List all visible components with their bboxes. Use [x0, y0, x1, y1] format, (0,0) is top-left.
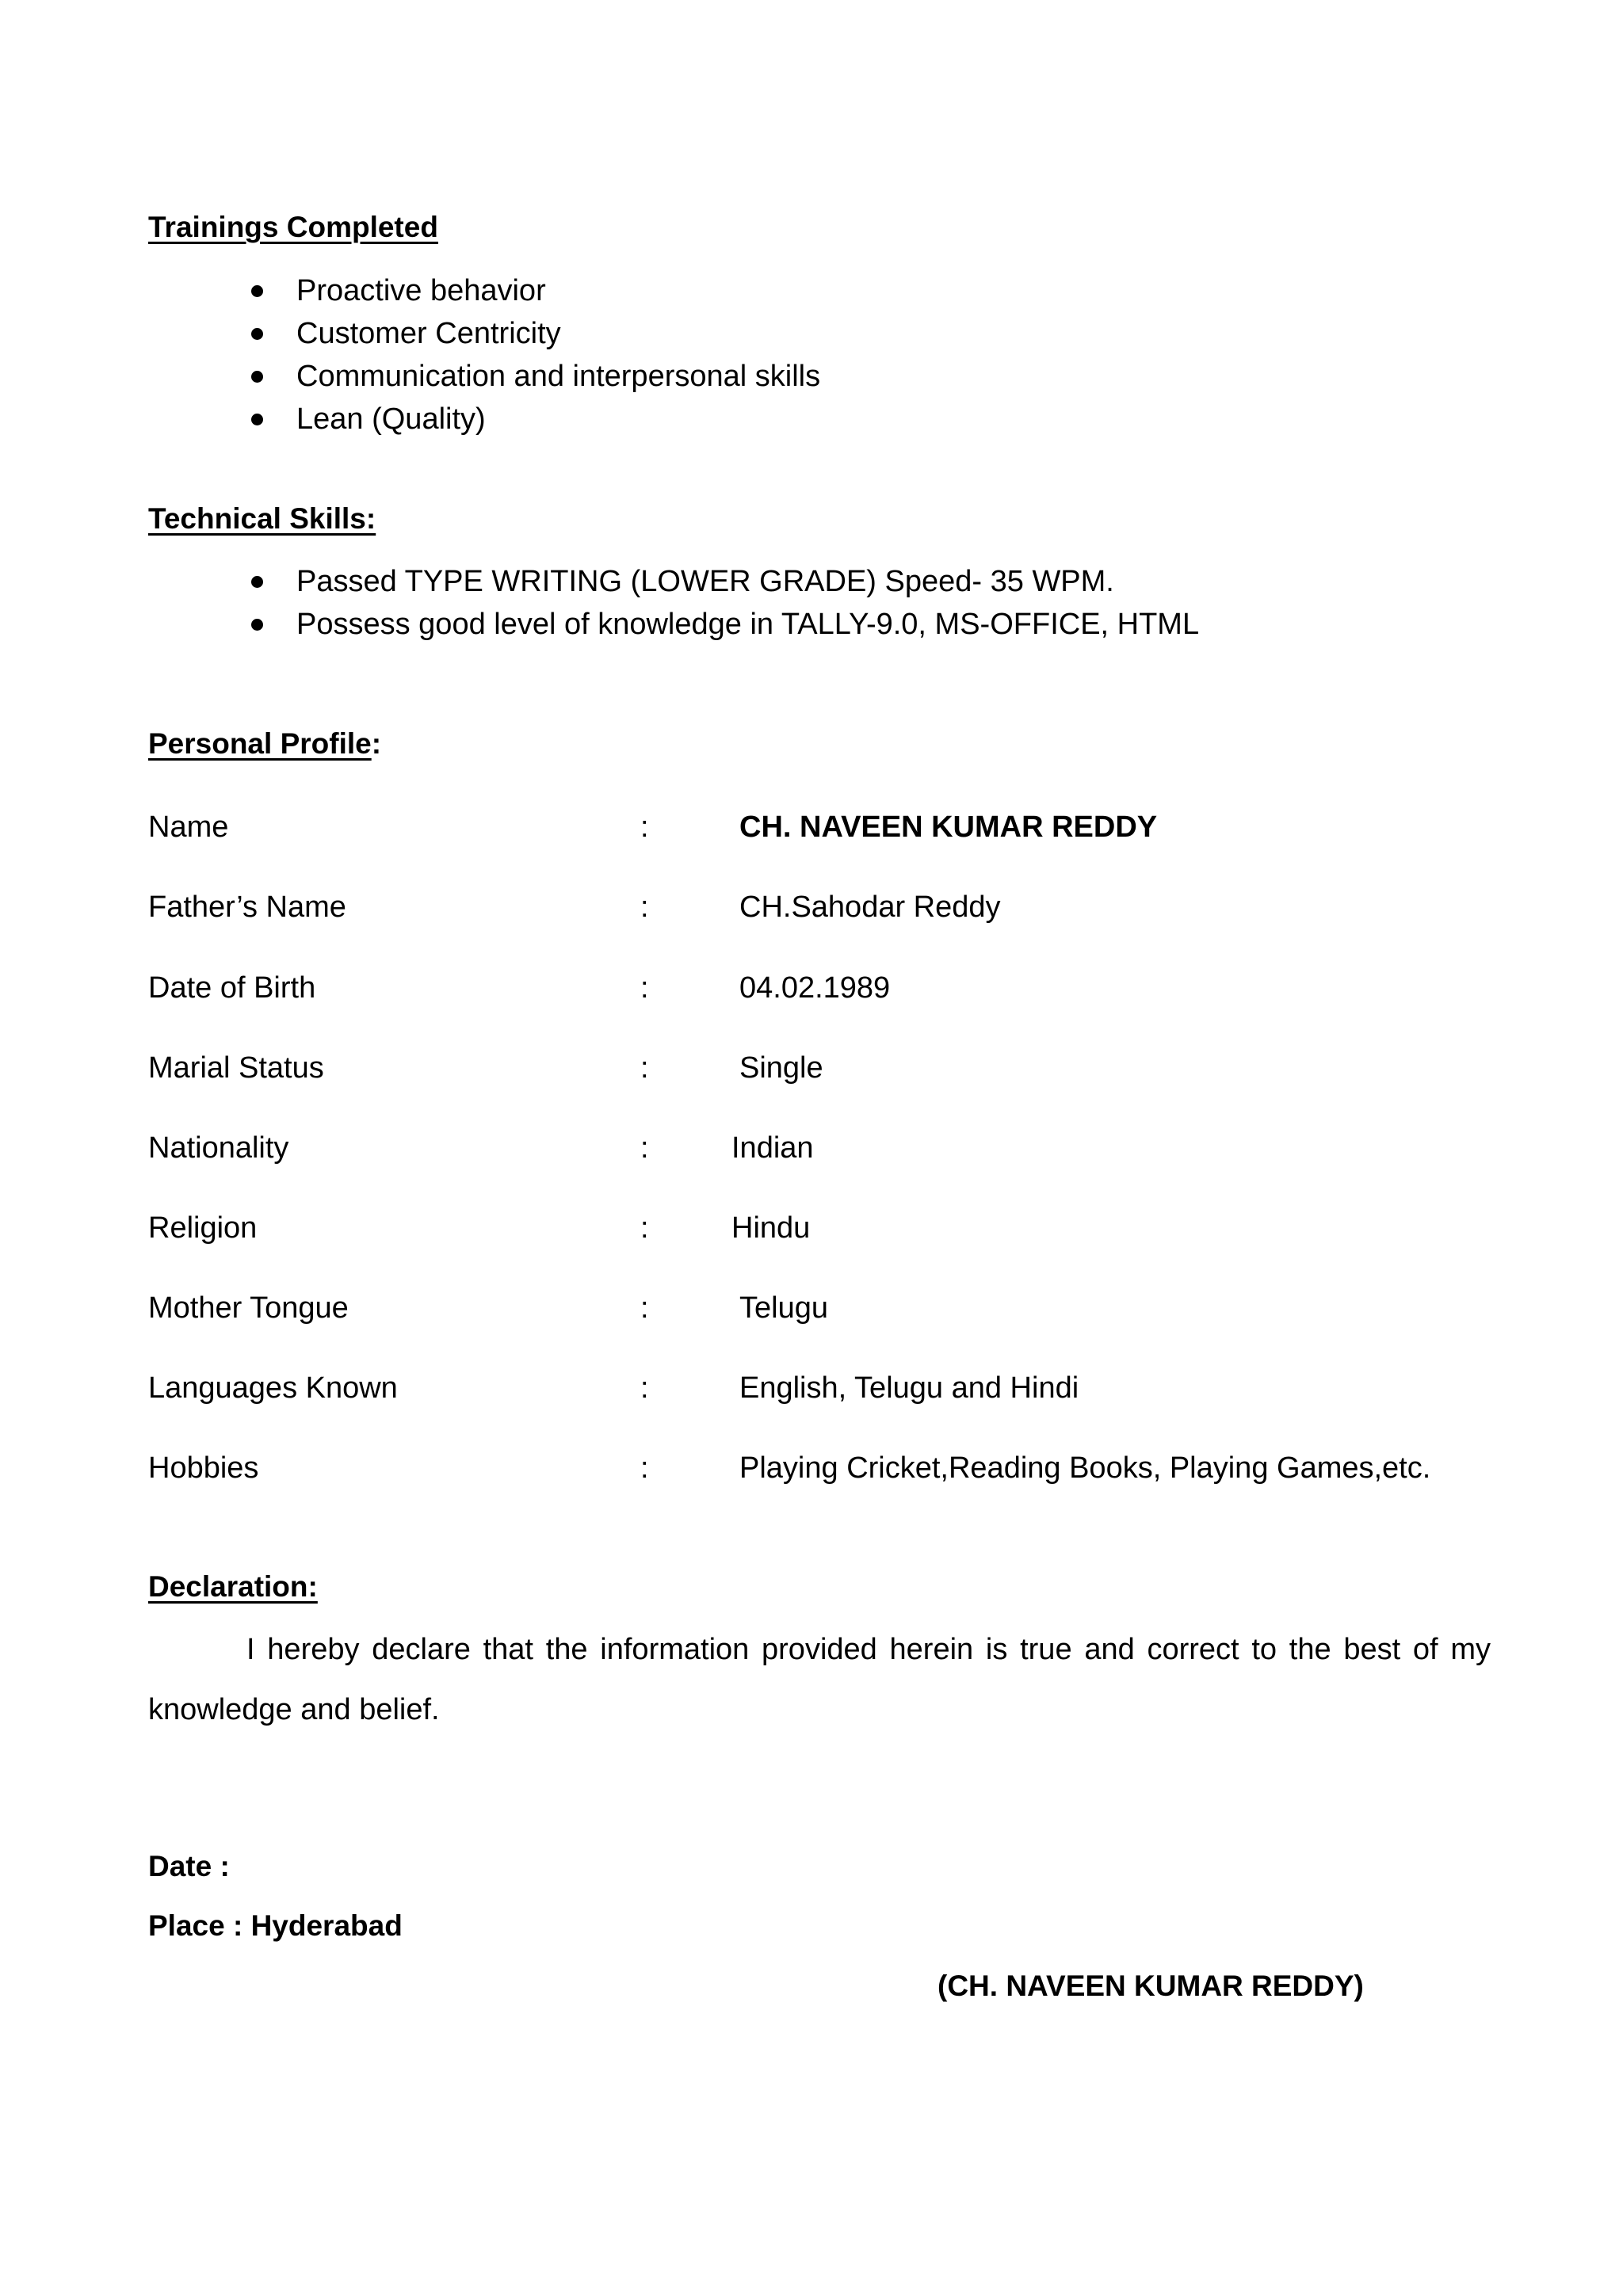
profile-label: Hobbies [148, 1451, 259, 1485]
list-item: Lean (Quality) [0, 398, 820, 441]
declaration-heading: Declaration: [148, 1570, 318, 1603]
profile-value: Telugu [739, 1291, 828, 1325]
profile-row-religion [0, 1204, 1623, 1252]
signature-name: (CH. NAVEEN KUMAR REDDY) [938, 1970, 1364, 2002]
profile-value: Hindu [731, 1211, 811, 1245]
profile-row-nationality [0, 1124, 1623, 1172]
heading-colon: : [371, 727, 382, 760]
bullet-icon [251, 371, 263, 383]
profile-value: CH. NAVEEN KUMAR REDDY [739, 810, 1158, 844]
trainings-list [0, 269, 820, 441]
trainings-heading: Trainings Completed [148, 211, 438, 243]
profile-label: Mother Tongue [148, 1291, 349, 1325]
profile-separator: : [640, 810, 649, 844]
list-item: Proactive behavior [0, 269, 820, 312]
date-label: Date : [148, 1850, 230, 1882]
profile-separator: : [640, 971, 649, 1005]
bullet-icon [251, 328, 263, 340]
profile-value: 04.02.1989 [739, 971, 891, 1005]
place-label: Place : Hyderabad [148, 1909, 403, 1942]
profile-separator: : [640, 1131, 649, 1165]
bullet-icon [251, 576, 263, 588]
profile-label: Marial Status [148, 1051, 324, 1085]
profile-separator: : [640, 1371, 649, 1405]
profile-value: English, Telugu and Hindi [739, 1371, 1079, 1405]
profile-value: Single [739, 1051, 823, 1085]
profile-row-father-name [0, 883, 1623, 931]
list-item: Customer Centricity [0, 312, 820, 355]
bullet-icon [251, 414, 263, 425]
declaration-text: I hereby declare that the information provided herein is true and correct to the best of my knowledge and belief. [148, 1633, 1491, 1726]
profile-separator: : [640, 1051, 649, 1085]
profile-value: Playing Cricket,Reading Books, Playing Games,etc. [739, 1451, 1431, 1485]
profile-label: Name [148, 810, 229, 844]
profile-row-mother-tongue [0, 1284, 1623, 1332]
profile-separator: : [640, 1291, 649, 1325]
technical-skills-list [0, 560, 1199, 646]
profile-label: Date of Birth [148, 971, 316, 1005]
list-item: Passed TYPE WRITING (LOWER GRADE) Speed- 35 WPM. [0, 560, 1199, 603]
profile-separator: : [640, 891, 649, 924]
profile-value: Indian [731, 1131, 814, 1165]
profile-row-name [0, 803, 1623, 851]
profile-row-hobbies [0, 1444, 1623, 1492]
personal-profile-heading: Personal Profile: [148, 727, 382, 760]
profile-label: Nationality [148, 1131, 289, 1165]
profile-label: Languages Known [148, 1371, 398, 1405]
profile-separator: : [640, 1451, 649, 1485]
list-item: Possess good level of knowledge in TALLY-9.0, MS-OFFICE, HTML [0, 603, 1199, 646]
profile-row-marital-status [0, 1044, 1623, 1092]
profile-label: Religion [148, 1211, 258, 1245]
profile-separator: : [640, 1211, 649, 1245]
bullet-icon [251, 285, 263, 297]
bullet-icon [251, 619, 263, 631]
profile-value: CH.Sahodar Reddy [739, 891, 1001, 924]
technical-skills-heading: Technical Skills: [148, 502, 376, 535]
list-item: Communication and interpersonal skills [0, 355, 820, 398]
profile-row-date-of-birth [0, 964, 1623, 1012]
profile-row-languages-known [0, 1364, 1623, 1412]
profile-label: Father’s Name [148, 891, 346, 924]
